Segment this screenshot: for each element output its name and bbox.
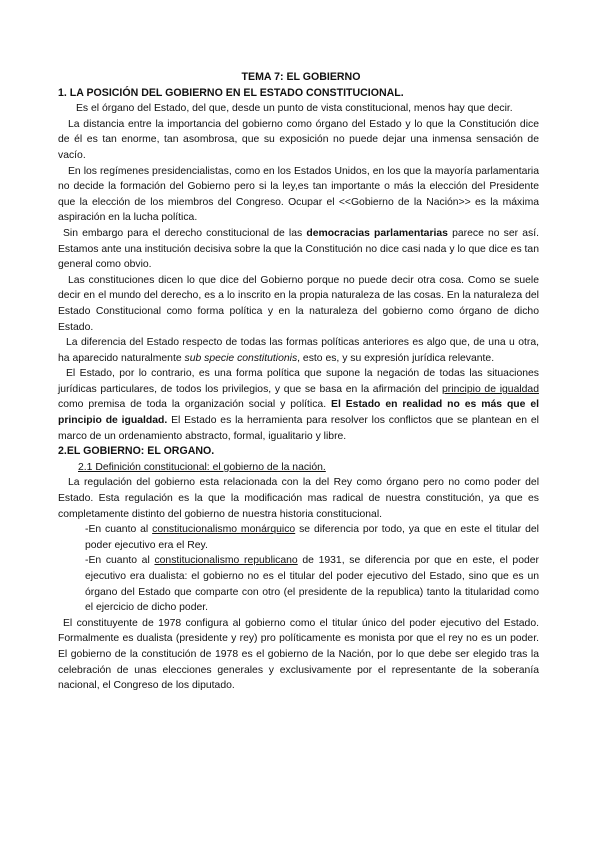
s2-list-item-2	[85, 553, 539, 615]
s2-l2-text-c: de 1931, se diferencia por que en este, el poder ejecutivo era dualista: el gobierno no es el titular del poder ejecutivo del Estado, sino que es un órgano del Estado que comparte con otro (el presidente de la republica) tanto la titularidad como el ejercicio de dicho poder.	[85, 555, 539, 614]
s1-p7-bold: El Estado en realidad no es más que el principio de igualdad.	[58, 399, 540, 427]
doc-title: TEMA 7: EL GOBIERNO	[241, 71, 361, 83]
s1-p4-text-c: parece no ser así. Estamos ante una institución decisiva sobre la que la Constitución no dice casi nada y lo que dice es tan general como obvio.	[58, 227, 540, 271]
s1-p6-text-c: , esto es, y su expresión jurídica relevante.	[297, 352, 495, 364]
s1-paragraph-1: Es el órgano del Estado, del que, desde un punto de vista constitucional, menos hay que decir.	[76, 103, 513, 115]
s2-paragraph-1: La regulación del gobierno esta relacionada con la del Rey como órgano pero no como poder del Estado. Esta regulación es la que la modificación mas radical de nuestra constitución, ya que es completamente distinto del gobierno de nuestra historia constitucional.	[58, 477, 539, 520]
s1-p7-underline: principio de igualdad	[442, 383, 539, 395]
s2-paragraph-2: El constituyente de 1978 configura al gobierno como el titular único del poder ejecutivo del Estado. Formalmente es dualista (presidente y rey) pro políticamente es monista por que el rey no es un poder. El gobierno de la constitución de 1978 es el gobierno de la Nación, por lo que debe ser elegido tras la celebración de unas elecciones generales y exclusivamente por el representante de la soberanía nacional, el Congreso de los diputado.	[58, 617, 539, 692]
section-2-1-subheading: 2.1 Definición constitucional: el gobierno de la nación.	[78, 461, 326, 473]
s2-l2-text-a: -En cuanto al	[85, 555, 155, 567]
s1-paragraph-7	[58, 366, 539, 444]
s2-list-item-1	[85, 522, 539, 553]
s1-paragraph-6	[58, 335, 539, 366]
s1-p7-text-c: como premisa de toda la organización social y política.	[58, 399, 332, 411]
s1-paragraph-5: Las constituciones dicen lo que dice del Gobierno porque no puede decir otra cosa. Como se suele decir en el mundo del derecho, es a lo inscrito en la propia naturaleza de las cosas. En la naturaleza del Estado Constitucional como forma política y en la naturaleza del gobierno como órgano de dicho Estado.	[58, 274, 539, 333]
s1-p6-text-a: La diferencia del Estado respecto de todas las formas políticas anteriores es algo que, de una u otra, ha aparecido naturalmente	[58, 337, 539, 364]
s1-p7-text-e: El Estado es la herramienta para resolver los conflictos que se plantean en el marco de un ordenamiento abstracto, formal, igualitario y libre.	[58, 415, 539, 442]
s1-paragraph-2: La distancia entre la importancia del gobierno como órgano del Estado y lo que la Constitución dice de él es tan enorme, tan asombrosa, que su exposición no puede dejar una inmensa sensación de vacío.	[58, 118, 539, 161]
s1-p6-italic: sub specie constitutionis	[184, 352, 298, 364]
s2-l1-text-a: -En cuanto al	[85, 524, 153, 536]
document-page	[58, 70, 539, 694]
section-1-heading: 1. LA POSICIÓN DEL GOBIERNO EN EL ESTADO CONSTITUCIONAL.	[58, 86, 404, 99]
s1-p4-bold: democracias parlamentarias	[306, 227, 448, 239]
s1-p4-text-a: Sin embargo para el derecho constitucional de las	[63, 227, 307, 239]
s2-l1-text-c: se diferencia por todo, ya que en este el titular del poder ejecutivo era el Rey.	[85, 524, 539, 551]
s1-paragraph-3: En los regímenes presidencialistas, como en los Estados Unidos, en los que la mayoría parlamentaria no decide la formación del Gobierno pero si la ley,es tan importante o más la elección del Presidente que la elección de los miembros del Congreso. Ocupar el <<Gobierno de la Nación>> es la máxima aspiración en la lucha política.	[58, 165, 539, 224]
section-2-heading: 2.EL GOBIERNO: EL ORGANO.	[58, 445, 215, 458]
s1-p7-text-a: El Estado, por lo contrario, es una forma política que supone la negación de todas las situaciones jurídicas particulares, de todos los privilegios, y que se basa en la afirmación del	[58, 368, 539, 395]
s2-l2-underline: constitucionalismo republicano	[154, 555, 298, 567]
s1-paragraph-4	[58, 226, 539, 273]
s2-l1-underline: constitucionalismo monárquico	[152, 524, 296, 536]
